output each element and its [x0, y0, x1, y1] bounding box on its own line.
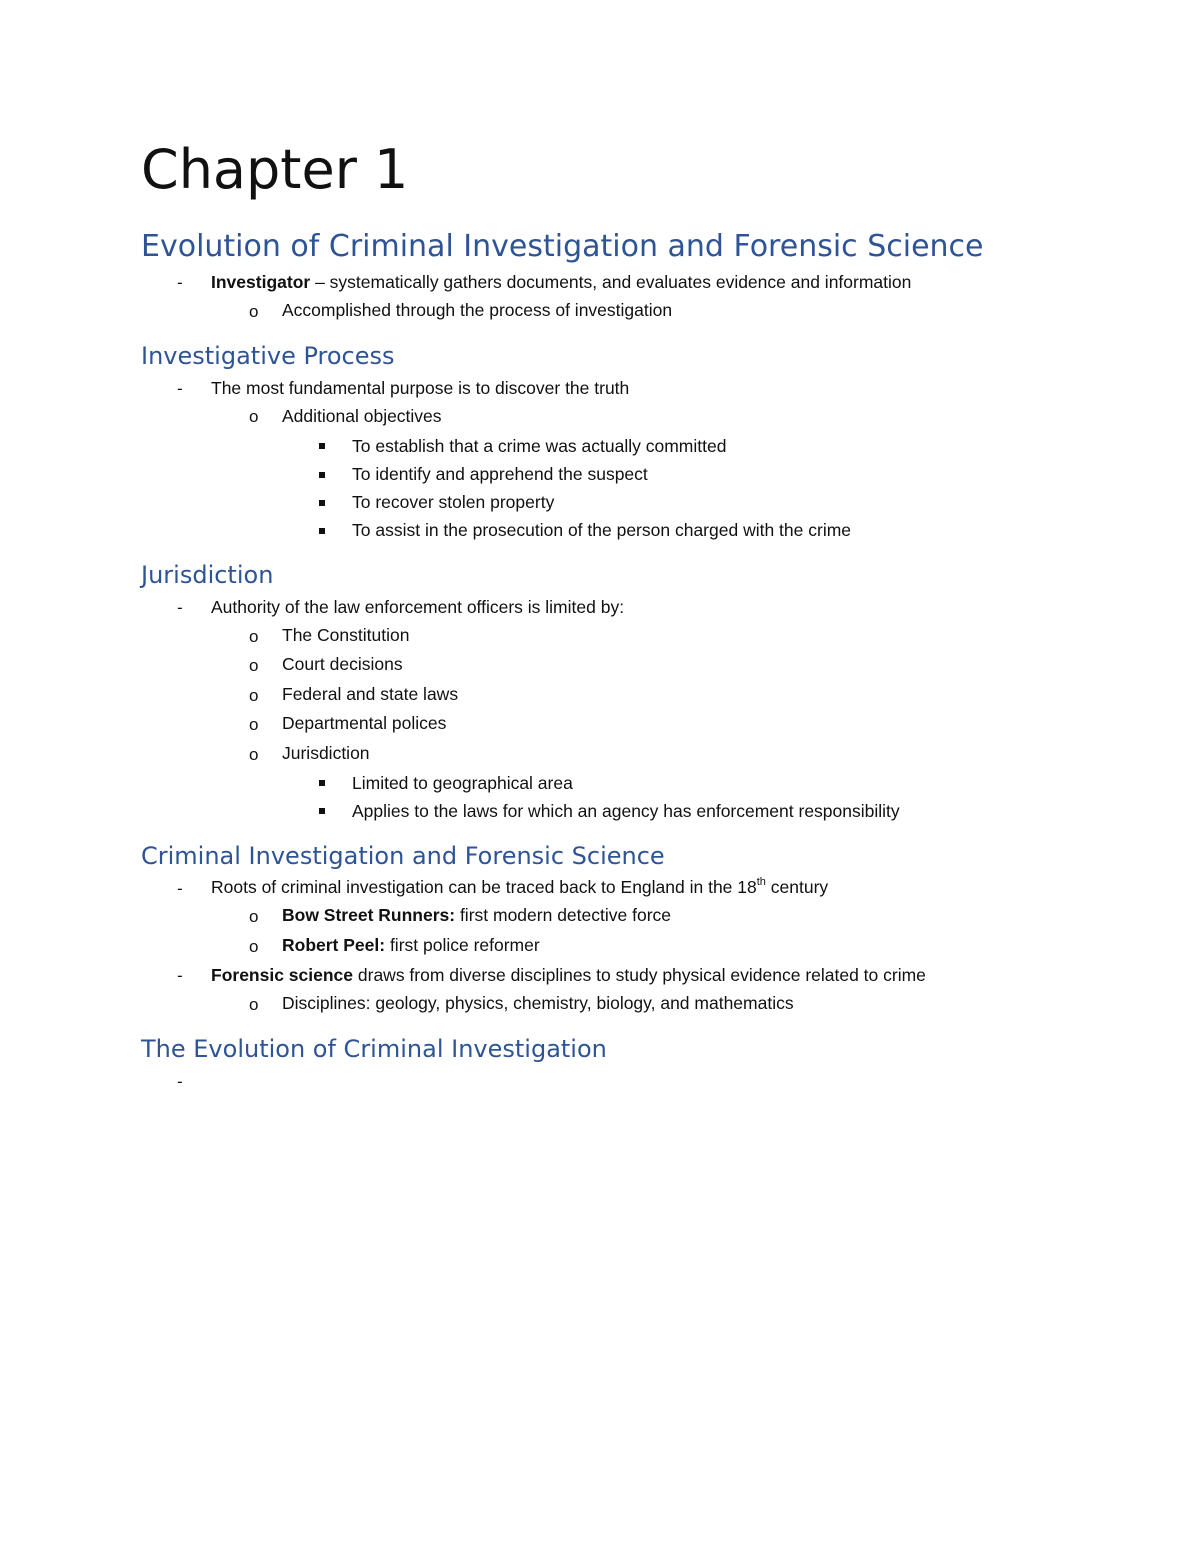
term-bow-street: Bow Street Runners: [282, 905, 456, 925]
page-title: Chapter 1 [141, 138, 409, 201]
term-forensic-science: Forensic science [211, 965, 354, 985]
limit-item: Jurisdiction [282, 743, 370, 763]
section-heading-evolution: Evolution of Criminal Investigation and Forensic Science [141, 229, 984, 264]
list-item-accomplished: Accomplished through the process of investigation [282, 300, 673, 320]
bow-street-definition: first modern detective force [455, 905, 671, 925]
dash-bullet: - [177, 379, 183, 398]
objective-item: To assist in the prosecution of the person charged with the crime [352, 520, 852, 540]
limit-item: The Constitution [282, 625, 410, 645]
jurisdiction-point: Limited to geographical area [352, 773, 573, 793]
list-item-roots [211, 877, 828, 898]
list-item-bow-street [282, 905, 671, 926]
dash-bullet: - [177, 879, 183, 898]
roots-text: Roots of criminal investigation can be traced back to England in the 18 [211, 877, 757, 897]
square-bullet [319, 808, 325, 814]
robert-peel-definition: first police reformer [385, 935, 540, 955]
list-item-disciplines: Disciplines: geology, physics, chemistry, biology, and mathematics [282, 993, 794, 1013]
investigator-definition: – systematically gathers documents, and evaluates evidence and information [310, 272, 912, 292]
limit-item: Federal and state laws [282, 684, 459, 704]
circle-bullet: o [249, 907, 259, 926]
list-item-additional-objectives: Additional objectives [282, 406, 442, 426]
circle-bullet: o [249, 745, 259, 764]
list-item-authority: Authority of the law enforcement officers is limited by: [211, 597, 625, 617]
limit-item: Departmental polices [282, 713, 447, 733]
circle-bullet: o [249, 627, 259, 646]
limit-item: Court decisions [282, 654, 403, 674]
objective-item: To identify and apprehend the suspect [352, 464, 648, 484]
square-bullet [319, 443, 325, 449]
section-heading-investigative-process: Investigative Process [141, 342, 395, 370]
roots-suffix: century [765, 877, 829, 897]
dash-bullet: - [177, 966, 183, 985]
circle-bullet: o [249, 995, 259, 1014]
square-bullet [319, 472, 325, 478]
list-item-investigator [211, 272, 911, 293]
list-item-forensic [211, 965, 926, 986]
square-bullet [319, 780, 325, 786]
term-investigator: Investigator [211, 272, 311, 292]
circle-bullet: o [249, 656, 259, 675]
circle-bullet: o [249, 715, 259, 734]
square-bullet [319, 500, 325, 506]
circle-bullet: o [249, 686, 259, 705]
dash-bullet: - [177, 598, 183, 617]
circle-bullet: o [249, 937, 259, 956]
list-item-purpose: The most fundamental purpose is to discover the truth [211, 378, 630, 398]
term-robert-peel: Robert Peel: [282, 935, 386, 955]
circle-bullet: o [249, 407, 259, 426]
roots-superscript: th [756, 876, 766, 888]
section-heading-evolution-criminal-investigation: The Evolution of Criminal Investigation [141, 1035, 607, 1063]
objective-item: To establish that a crime was actually committed [352, 436, 727, 456]
list-item-robert-peel [282, 935, 540, 956]
section-heading-criminal-forensic: Criminal Investigation and Forensic Science [141, 842, 665, 870]
dash-bullet: - [177, 273, 183, 292]
circle-bullet: o [249, 302, 259, 321]
section-heading-jurisdiction: Jurisdiction [141, 561, 274, 589]
dash-bullet: - [177, 1072, 183, 1091]
forensic-definition: draws from diverse disciplines to study physical evidence related to crime [353, 965, 926, 985]
jurisdiction-point: Applies to the laws for which an agency has enforcement responsibility [352, 801, 900, 821]
objective-item: To recover stolen property [352, 492, 555, 512]
square-bullet [319, 528, 325, 534]
